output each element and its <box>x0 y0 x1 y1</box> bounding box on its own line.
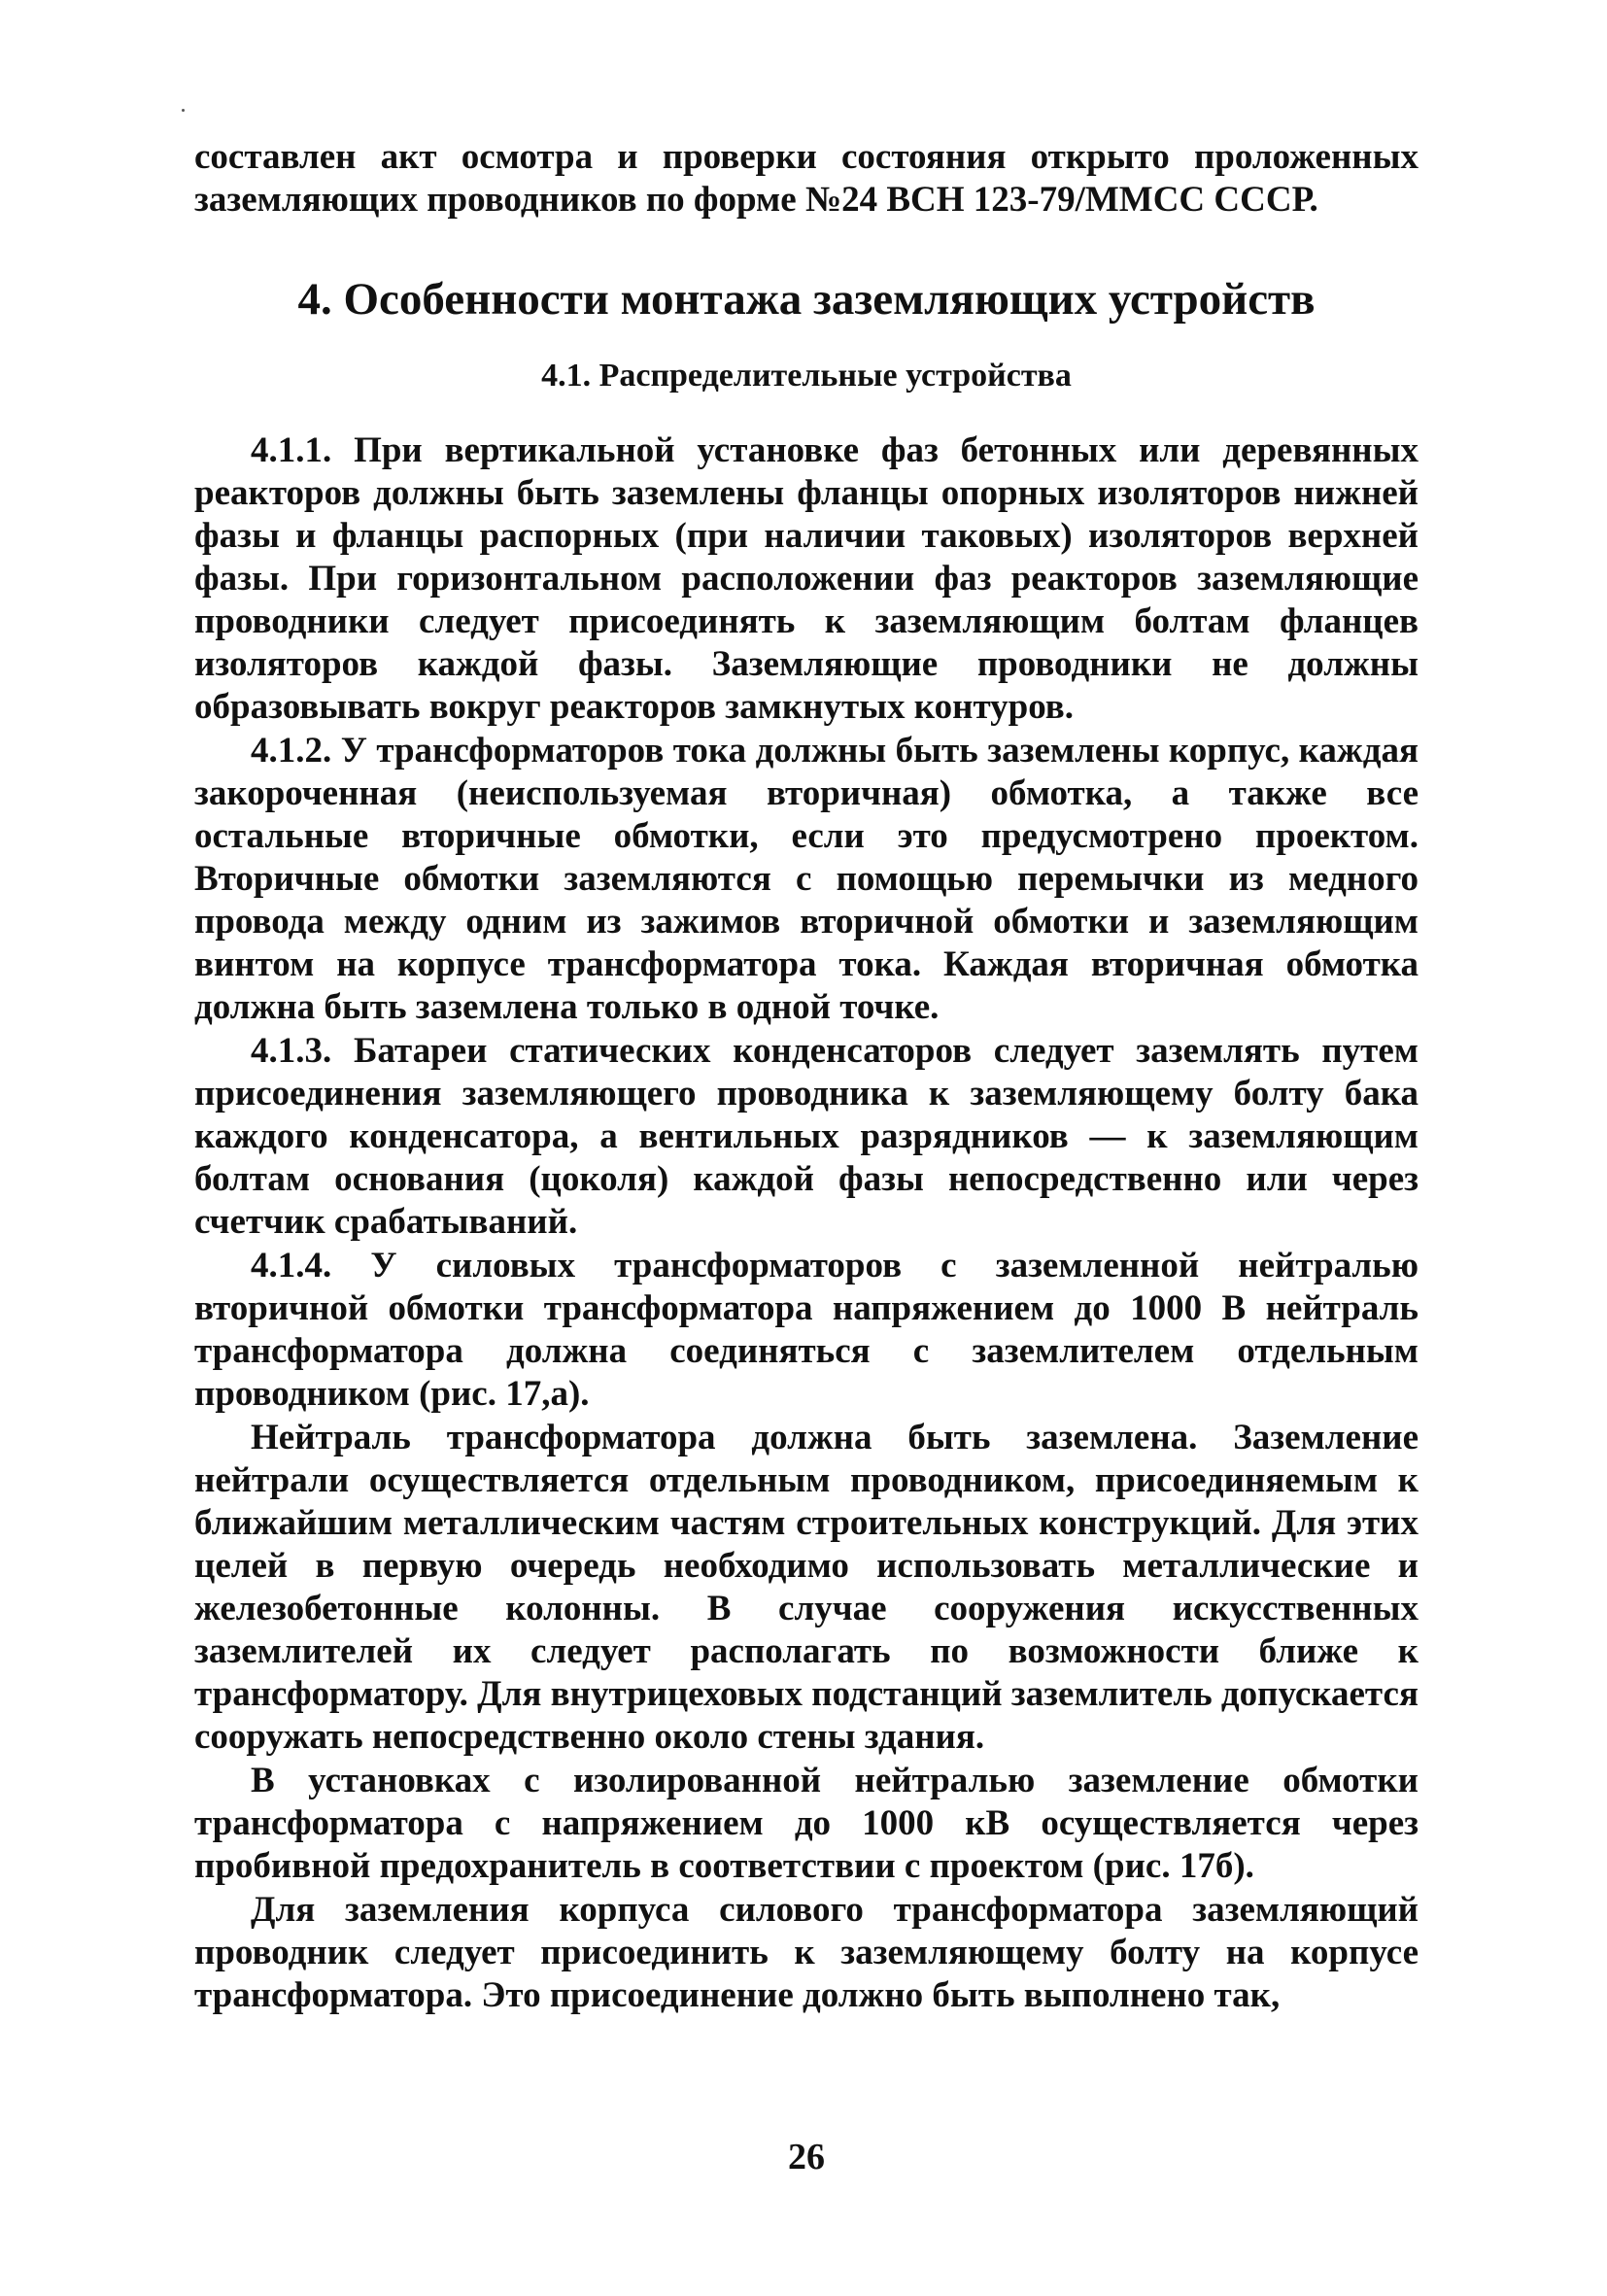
paragraph-4-1-1: 4.1.1. При вертикальной установке фаз бетонных или деревянных реакторов должны быть заземлены фланцы опорных изоляторов нижней фазы и фланцы распорных (при наличии таковых) изоляторов верхней фазы. При горизонтальном расположении фаз реакторов заземляющие проводники следует присоединять к заземляющим болтам фланцев изоляторов каждой фазы. Заземляющие проводники не должны образовывать вокруг реакторов замкнутых контуров. <box>194 430 1419 727</box>
paragraph-4-1-3: 4.1.3. Батареи статических конденсаторов следует заземлять путем присоединения заземляющего проводника к заземляющему болту бака каждого конденсатора, а вентильных разрядников — к заземляющим болтам основания (цоколя) каждой фазы непосредственно или через счетчик срабатываний. <box>194 1031 1419 1242</box>
scan-speck <box>182 109 185 112</box>
paragraph-neutral-grounding: Нейтраль трансформатора должна быть заземлена. Заземление нейтрали осуществляется отдельным проводником, присоединяемым к ближайшим металлическим частям строительных конструкций. Для этих целей в первую очередь необходимо использовать металлические и железобетонные колонны. В случае сооружения искусственных заземлителей их следует располагать по возможности ближе к трансформатору. Для внутрицеховых подстанций заземлитель допускается сооружать непосредственно около стены здания. <box>194 1418 1419 1757</box>
paragraph-4-1-4: 4.1.4. У силовых трансформаторов с заземленной нейтралью вторичной обмотки трансформатора напряжением до 1000 В нейтраль трансформатора должна соединяться с заземлителем отдельным проводником (рис. 17,а). <box>194 1246 1419 1414</box>
page-number: 26 <box>788 2137 825 2177</box>
intro-paragraph: составлен акт осмотра и проверки состояния открыто проложенных заземляющих проводников по форме №24 ВСН 123-79/ММСС СССР. <box>194 137 1419 220</box>
subsection-title: 4.1. Распределительные устройства <box>541 358 1072 394</box>
section-title: 4. Особенности монтажа заземляющих устройств <box>297 274 1316 325</box>
paragraph-isolated-neutral: В установках с изолированной нейтралью заземление обмотки трансформатора с напряжением до 1000 кВ осуществляется через пробивной предохранитель в соответствии с проектом (рис. 17б). <box>194 1761 1419 1886</box>
paragraph-4-1-2: 4.1.2. У трансформаторов тока должны быть заземлены корпус, каждая закороченная (неиспользуемая вторичная) обмотка, а также все остальные вторичные обмотки, если это предусмотрено проектом. Вторичные обмотки заземляются с помощью перемычки из медного провода между одним из зажимов вторичной обмотки и заземляющим винтом на корпусе трансформатора тока. Каждая вторичная обмотка должна быть заземлена только в одной точке. <box>194 731 1419 1027</box>
document-page <box>194 136 1419 2186</box>
paragraph-case-grounding: Для заземления корпуса силового трансформатора заземляющий проводник следует присоединить к заземляющему болту на корпусе трансформатора. Это присоединение должно быть выполнено так, <box>194 1890 1419 2015</box>
